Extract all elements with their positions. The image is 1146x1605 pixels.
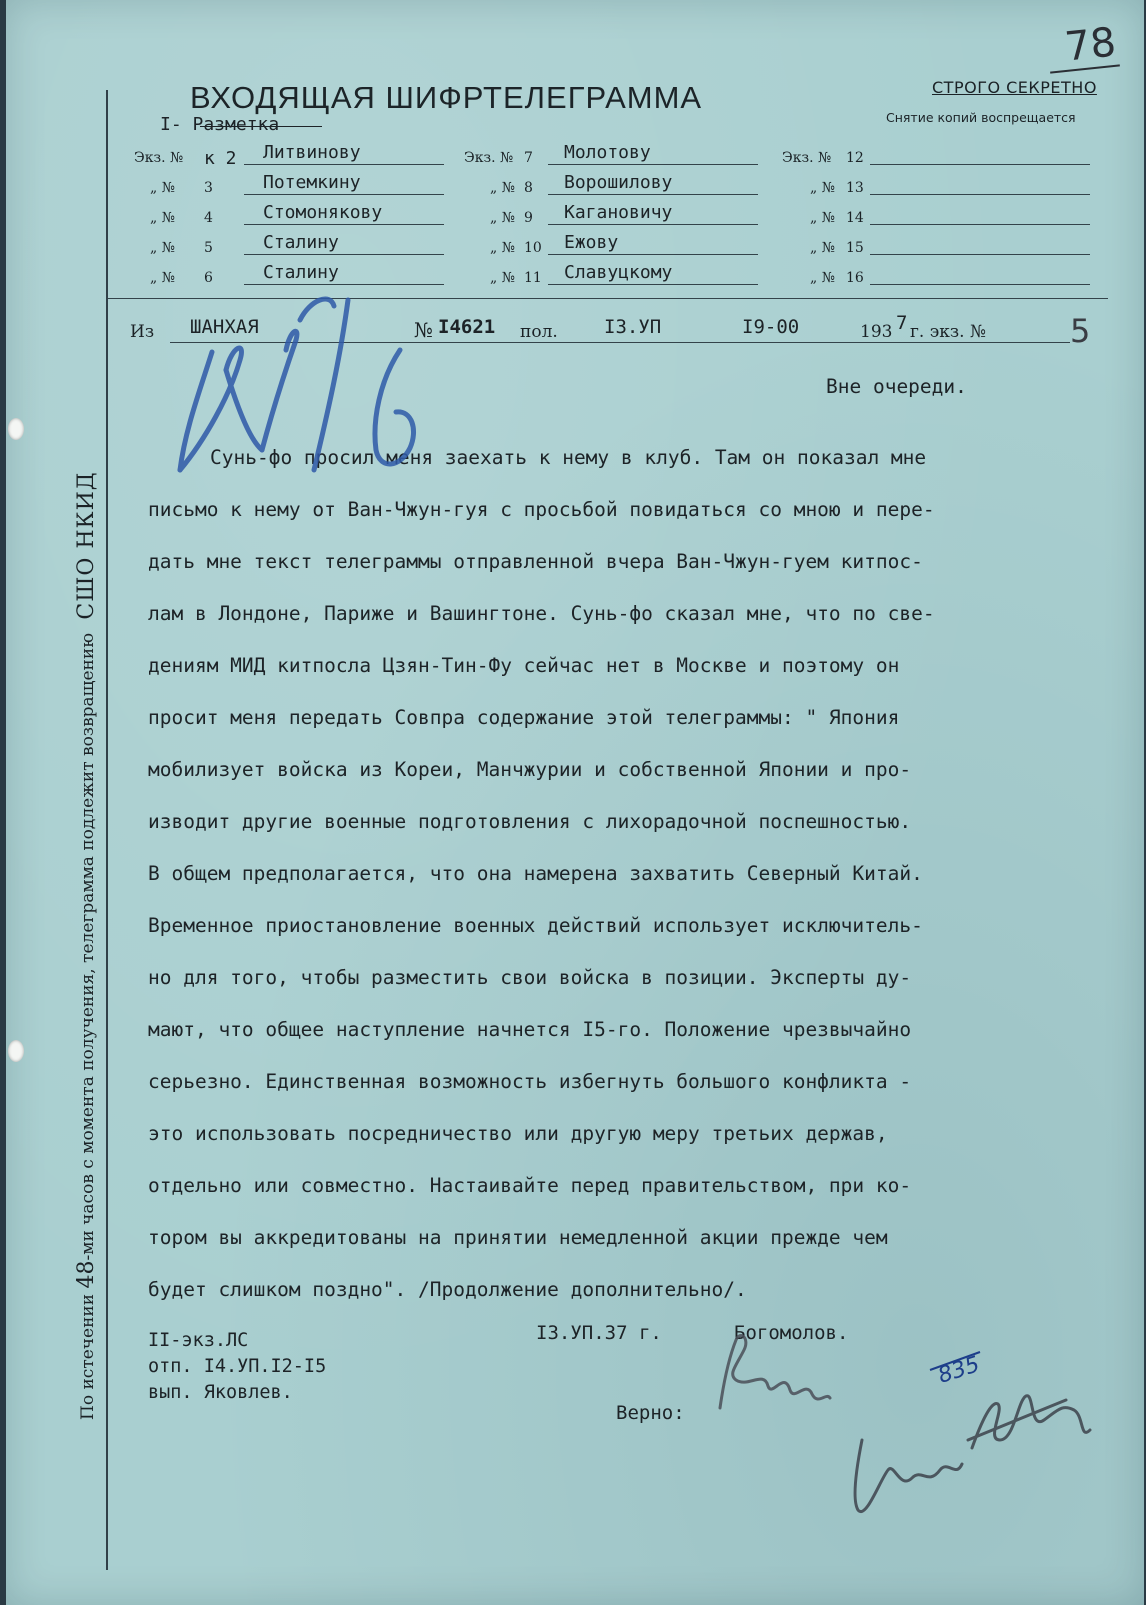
body-line: дать мне текст телеграммы отправленной вчера Ван-Чжун-гуем китпос- <box>148 550 923 573</box>
return-notice-part2: -ми часов с момента получения, телеграмма подлежит возвращению <box>78 633 98 1261</box>
signer-name: Богомолов. <box>734 1322 849 1344</box>
origin-city: ШАНХАЯ <box>190 316 259 338</box>
recipient-name: Ежову <box>564 232 619 253</box>
from-rule <box>170 342 1070 343</box>
footer-date: I3.УП.37 г. <box>536 1322 662 1344</box>
rule <box>244 194 444 195</box>
copy-number: 15 <box>846 240 864 256</box>
copy-number: 11 <box>524 270 542 286</box>
return-notice-hours: 48 <box>74 1260 99 1289</box>
copy-label: „ № <box>490 270 515 286</box>
rule <box>548 224 758 225</box>
recipient-name: Кагановичу <box>564 202 673 223</box>
recipient-name: Ворошилову <box>564 172 673 193</box>
copy-label: Экз. № <box>782 150 832 166</box>
body-line: Временное приостановление военных действий использует исключитель- <box>148 914 923 937</box>
copy-label: Экз. № <box>464 150 514 166</box>
recipient-name: Сталину <box>263 262 339 283</box>
body-line: будет слишком поздно". /Продолжение дополнительно/. <box>148 1278 747 1301</box>
from-label: Из <box>130 322 155 342</box>
recipient-name: Литвинову <box>263 142 361 163</box>
header-separator <box>108 298 1108 299</box>
body-line: отдельно или совместно. Настаивайте перед правительством, при ко- <box>148 1174 912 1197</box>
copy-number: 6 <box>204 270 213 286</box>
copy-number: 5 <box>204 240 213 256</box>
return-notice <box>74 471 99 1420</box>
recipient-name: Сталину <box>263 232 339 253</box>
body-line: изводит другие военные подготовления с лихорадочной поспешностью. <box>148 810 912 833</box>
body-line: это использовать посредничество или другую меру третьих держав, <box>148 1122 888 1145</box>
copy-number: 7 <box>524 150 533 166</box>
return-notice-part1: По истечении <box>78 1293 98 1420</box>
rule <box>548 164 758 165</box>
body-line: В общем предполагается, что она намерена захватить Северный Китай. <box>148 862 923 885</box>
rule <box>548 254 758 255</box>
rule <box>870 194 1090 195</box>
rule <box>548 284 758 285</box>
urgency-mark: Вне очереди. <box>826 375 967 398</box>
copy-number: 8 <box>524 180 533 196</box>
body-line: тором вы аккредитованы на принятии немедленной акции прежде чем <box>148 1226 888 1249</box>
copy-label: „ № <box>150 240 175 256</box>
rule <box>244 284 444 285</box>
number-label: № <box>414 318 433 342</box>
body-line: лам в Лондоне, Париже и Вашингтоне. Сунь-фо сказал мне, что по све- <box>148 602 935 625</box>
body-line: Сунь-фо просил меня заехать к нему в клуб. Там он показал мне <box>210 446 927 469</box>
rule <box>870 164 1090 165</box>
footer-copies: II-экз.ЛС <box>148 1330 249 1351</box>
copy-number: 4 <box>204 210 213 226</box>
footer-sent: отп. I4.УП.I2-I5 <box>148 1356 327 1377</box>
rule <box>870 224 1090 225</box>
body-line: мают, что общее наступление начнется I5-го. Положение чрезвычайно <box>148 1018 912 1041</box>
copy-label: „ № <box>150 270 175 286</box>
recipient-name: Славуцкому <box>564 262 673 283</box>
margin-line <box>106 90 108 1570</box>
markup-strikethrough <box>200 126 322 127</box>
copy-label: „ № <box>810 180 835 196</box>
copy-number-label: г. экз. № <box>910 322 987 342</box>
copy-label: Экз. № <box>134 150 184 166</box>
copy-label: „ № <box>490 240 515 256</box>
page-number: 78 <box>1062 19 1119 71</box>
secrecy-stamp: СТРОГО СЕКРЕТНО <box>932 78 1097 97</box>
year-prefix: 193 <box>860 322 893 342</box>
year-digit: 7 <box>896 312 908 334</box>
copy-number: 12 <box>846 150 864 166</box>
copy-number: 14 <box>846 210 864 226</box>
rule <box>548 194 758 195</box>
copy-label: „ № <box>150 180 175 196</box>
rule <box>244 224 444 225</box>
punch-hole <box>8 1040 24 1062</box>
body-line: мобилизует войска из Кореи, Манчжурии и собственной Японии и про- <box>148 758 912 781</box>
copy-label: „ № <box>490 180 515 196</box>
copy-label: „ № <box>810 240 835 256</box>
rule <box>244 254 444 255</box>
recipient-name: Потемкину <box>263 172 361 193</box>
received-time: I9-00 <box>742 316 800 338</box>
no-copy-notice: Снятие копий воспрещается <box>886 110 1076 125</box>
rule <box>870 254 1090 255</box>
handwritten-number: 835 <box>935 1352 983 1389</box>
copy-label: „ № <box>810 270 835 286</box>
verified-label: Верно: <box>616 1402 685 1424</box>
copy-number: 13 <box>846 180 864 196</box>
copy-number-handwritten: 5 <box>1070 312 1091 350</box>
body-line: дениям МИД китпосла Цзян-Тин-Фу сейчас нет в Москве и поэтому он <box>148 654 900 677</box>
copy-number: 3 <box>204 180 213 196</box>
recipient-name: Стомонякову <box>263 202 383 223</box>
copy-number: к 2 <box>204 148 237 169</box>
department-name: СШО НКИД <box>74 471 99 620</box>
body-line: письмо к нему от Ван-Чжун-гуя с просьбой повидаться со мною и пере- <box>148 498 935 521</box>
copy-label: „ № <box>490 210 515 226</box>
recipient-name: Молотову <box>564 142 651 163</box>
markup-label: I- Разметка <box>160 114 280 135</box>
copy-label: „ № <box>810 210 835 226</box>
rule <box>870 284 1090 285</box>
document-title: ВХОДЯЩАЯ ШИФРТЕЛЕГРАММА <box>190 80 703 115</box>
rule <box>244 164 444 165</box>
copy-number: 10 <box>524 240 542 256</box>
body-line: просит меня передать Совпра содержание этой телеграммы: " Япония <box>148 706 900 729</box>
telegram-number: I4621 <box>438 316 496 338</box>
received-date: I3.УП <box>604 316 662 338</box>
punch-hole <box>8 418 24 440</box>
body-line: серьезно. Единственная возможность избегнуть большого конфликта - <box>148 1070 912 1093</box>
footer-executor: вып. Яковлев. <box>148 1382 293 1403</box>
body-line: но для того, чтобы разместить свои войска в позиции. Эксперты ду- <box>148 966 912 989</box>
copy-number: 16 <box>846 270 864 286</box>
copy-number: 9 <box>524 210 533 226</box>
copy-label: „ № <box>150 210 175 226</box>
received-label: пол. <box>520 322 558 342</box>
